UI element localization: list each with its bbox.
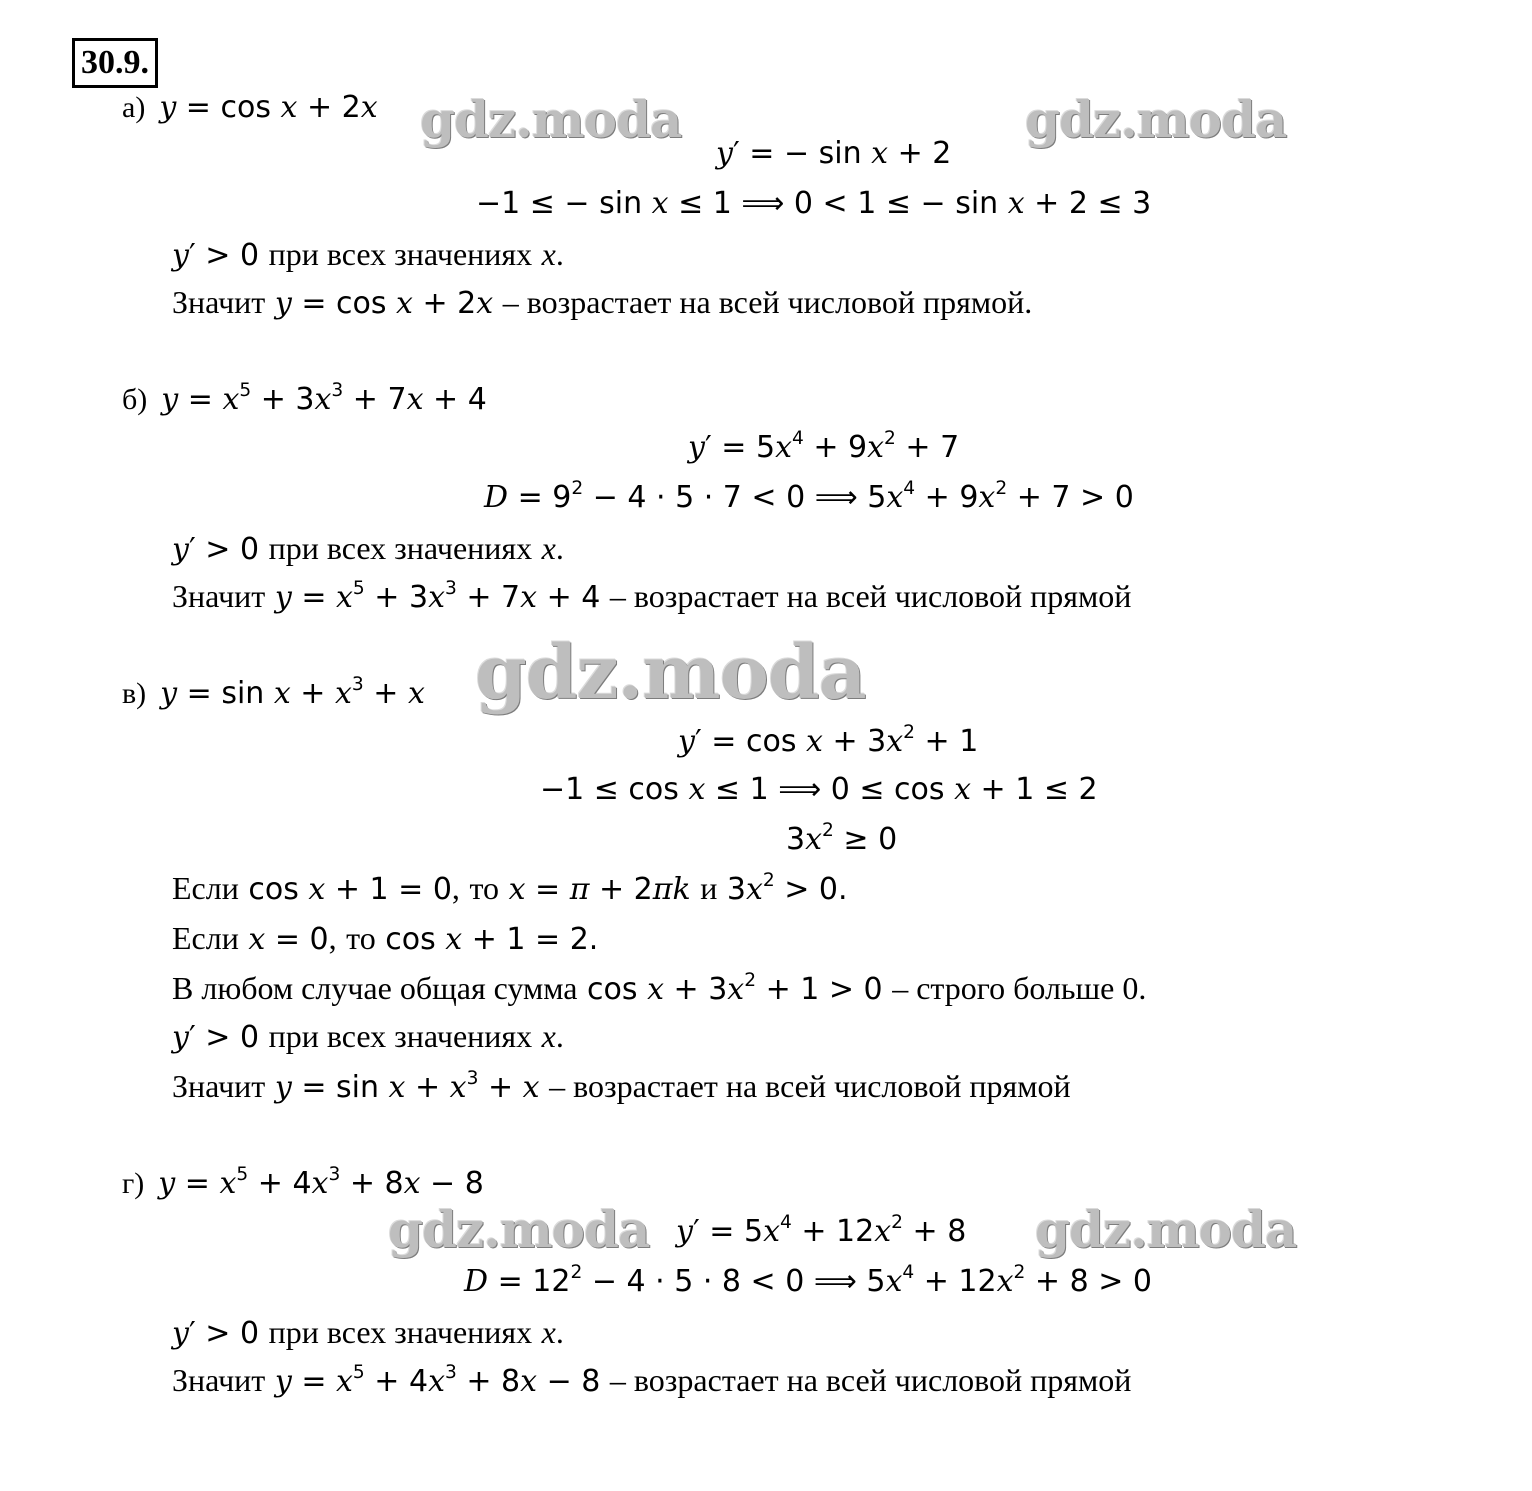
part-v-function: в) $y = \sin x + x^3 + x$ (122, 673, 425, 711)
part-v-conclusion: Значит $y = \sin x + x^3 + x$ – возрастает на всей числовой прямой (172, 1067, 1071, 1105)
part-v-derivative: $y' = \cos x + 3x^2 + 1$ (678, 721, 979, 759)
part-a-positive: y′ > 0 при всех значениях x. (172, 236, 564, 273)
part-v-inequality: −1 ≤ cos x ≤ 1 ⟹ 0 ≤ cos x + 1 ≤ 2 (540, 772, 1098, 807)
part-a-inequality: −1 ≤ − sin x ≤ 1 ⟹ 0 < 1 ≤ − sin x + 2 ≤ 3 (476, 186, 1152, 221)
part-b-derivative: $y' = 5x^4 + 9x^2 + 7$ (688, 427, 960, 465)
part-a-function: а) y = cos x + 2x (122, 90, 378, 125)
part-a-conclusion: Значит y = cos x + 2x – возрастает на всей числовой прямой. (172, 284, 1033, 321)
watermark: gdz.moda (475, 630, 866, 716)
part-v-case-1: Если cos x + 1 = 0, то x = π + 2πk и $3x^2 > 0$. (172, 869, 848, 907)
part-g-derivative: $y' = 5x^4 + 12x^2 + 8$ (676, 1211, 967, 1249)
part-g-conclusion: Значит $y = x^5 + 4x^3 + 8x - 8$ – возрастает на всей числовой прямой (172, 1361, 1132, 1399)
part-v-inequality-2: $3x^2 \ge 0$ (786, 819, 898, 857)
watermark: gdz.moda (1035, 1200, 1297, 1259)
watermark: gdz.moda (420, 90, 682, 149)
part-b-discriminant: $D = 9^2 - 4 \cdot 5 \cdot 7 < 0$ ⟹ $5x^4 + 9x^2 + 7 > 0$ (484, 477, 1134, 515)
part-b-conclusion: Значит $y = x^5 + 3x^3 + 7x + 4$ – возрастает на всей числовой прямой (172, 577, 1132, 615)
watermark: gdz.moda (388, 1200, 650, 1259)
problem-number: 30.9. (72, 38, 158, 88)
part-v-sum: В любом случае общая сумма $\cos x + 3x^2 + 1 > 0$ – строго больше 0. (172, 969, 1147, 1007)
part-b-positive: y′ > 0 при всех значениях x. (172, 530, 564, 567)
part-b-function: б) $y = x^5 + 3x^3 + 7x + 4$ (122, 379, 487, 417)
part-g-positive: y′ > 0 при всех значениях x. (172, 1314, 564, 1351)
watermark: gdz.moda (1025, 90, 1287, 149)
part-g-function: г) $y = x^5 + 4x^3 + 8x - 8$ (122, 1163, 484, 1201)
part-g-discriminant: $D = 12^2 - 4 \cdot 5 \cdot 8 < 0$ ⟹ $5x^4 + 12x^2 + 8 > 0$ (464, 1261, 1152, 1299)
part-v-case-2: Если x = 0, то cos x + 1 = 2. (172, 920, 599, 957)
part-v-positive: y′ > 0 при всех значениях x. (172, 1018, 564, 1055)
part-a-derivative: y′ = − sin x + 2 (716, 136, 952, 171)
